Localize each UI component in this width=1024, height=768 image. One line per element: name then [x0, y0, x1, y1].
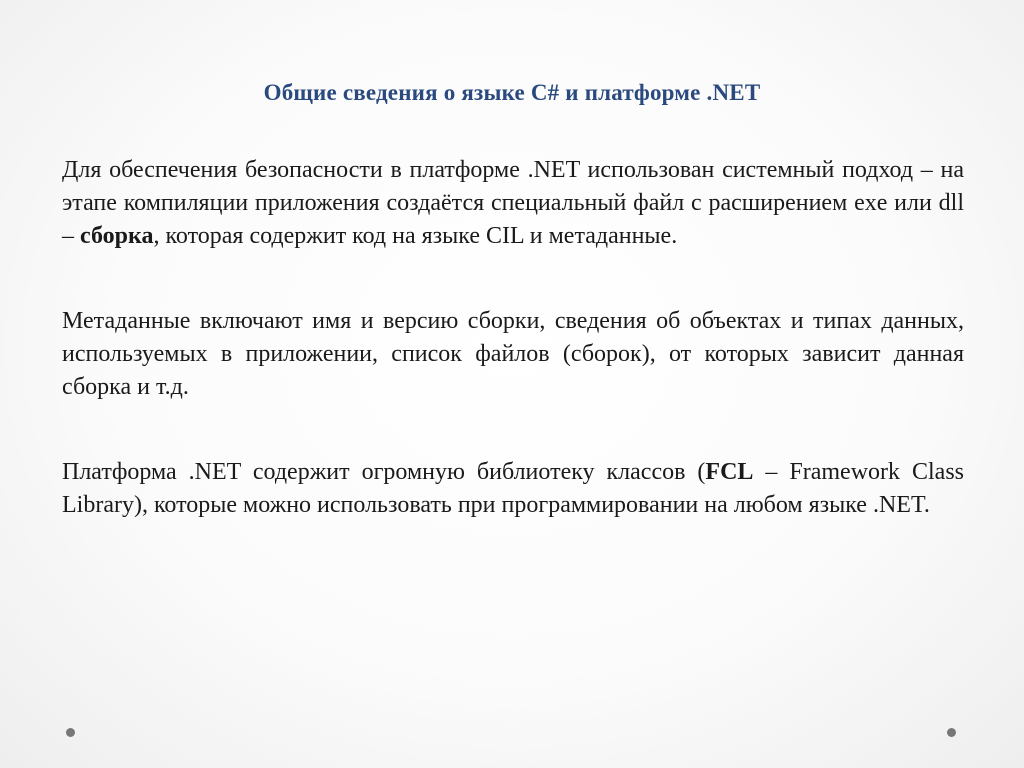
- paragraph-fcl-text-1: Платформа .NET содержит огромную библиотеку классов (: [62, 459, 706, 485]
- slide-title: Общие сведения о языке C# и платформе .NET: [263, 80, 761, 105]
- paragraph-fcl-text-2: – Framework Class Library), которые можно использовать при программировании на любом языке .NET.: [62, 459, 964, 518]
- paragraph-assembly-text-2: , которая содержит код на языке CIL и метаданные.: [153, 223, 678, 249]
- decorative-dot-left: [66, 728, 75, 737]
- term-fcl: FCL: [705, 459, 754, 485]
- term-assembly: сборка: [80, 223, 154, 249]
- paragraph-metadata: Метаданные включают имя и версию сборки, сведения об объектах и типах данных, используемых в приложении, список файлов (сборок), от которых зависит данная сборка и т.д.: [62, 308, 964, 400]
- decorative-dot-right: [947, 728, 956, 737]
- paragraph-assembly-text-1: Для обеспечения безопасности в платформе .NET использован системный подход – на этапе компиляции приложения создаётся специальный файл с расширением exe или dll –: [62, 157, 964, 249]
- paragraph-fcl: [62, 456, 964, 522]
- slide-body: [62, 154, 964, 522]
- paragraph-assembly: [62, 154, 964, 253]
